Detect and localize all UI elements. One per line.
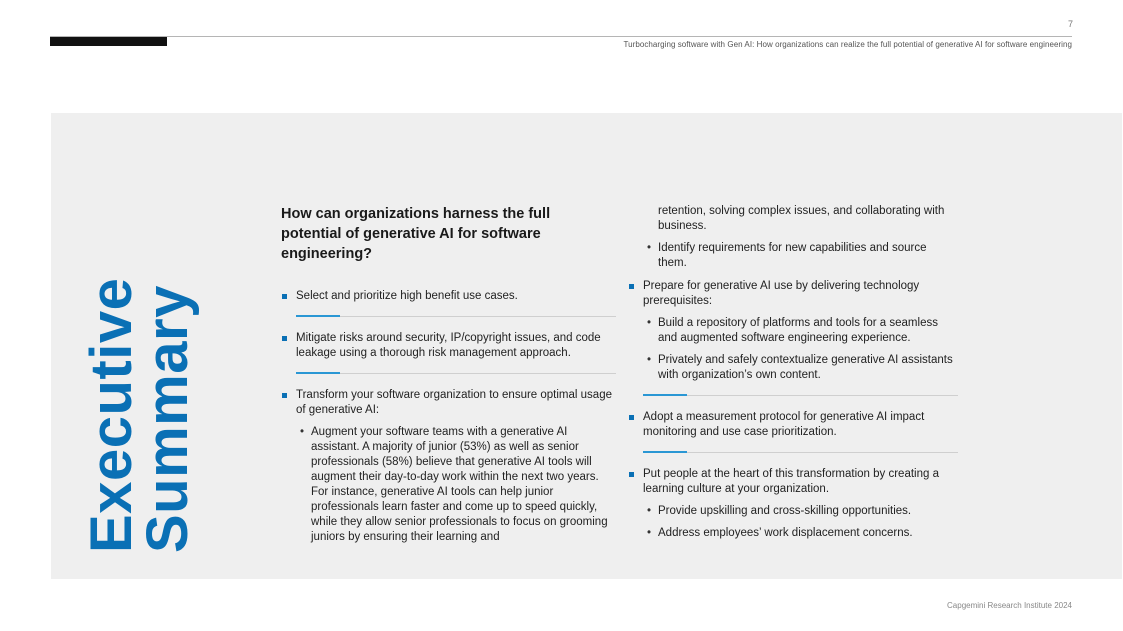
bullet-people: Put people at the heart of this transformation by creating a learning culture at your organization. [628, 467, 958, 497]
bullet-use-cases: Select and prioritize high benefit use cases. [281, 289, 616, 304]
sub-bullet-contextualize: • Privately and safely contextualize generative AI assistants with organization’s own content. [628, 353, 958, 383]
sub-bullet-augment: • Augment your software teams with a generative AI assistant. A majority of junior (53%) as well as senior professionals (58%) believe that generative AI tools will augment their day-to-day work within the next two years. For instance, generative AI tools can help junior professionals learn faster and come up to speed quickly, while they allow senior professionals to focus on grooming juniors by ensuring their learning and [281, 425, 616, 545]
separator [643, 452, 958, 453]
left-column [281, 204, 616, 545]
header-rule [50, 36, 1072, 37]
header-black-bar [50, 37, 167, 46]
page-number: 7 [1067, 19, 1073, 29]
bullet-measurement: Adopt a measurement protocol for generative AI impact monitoring and use case prioritization. [628, 410, 958, 440]
bullet-prepare: Prepare for generative AI use by delivering technology prerequisites: [628, 279, 958, 309]
footer-source: Capgemini Research Institute 2024 [947, 601, 1072, 610]
sub-bullet-displacement: • Address employees’ work displacement concerns. [628, 526, 958, 541]
section-question: How can organizations harness the full potential of generative AI for software engineering? [281, 206, 551, 262]
vertical-title [79, 277, 200, 553]
bullet-mitigate-risks: Mitigate risks around security, IP/copyright issues, and code leakage using a thorough risk management approach. [281, 331, 616, 361]
vertical-title-line1: Executive [79, 277, 144, 553]
sub-bullet-identify: • Identify requirements for new capabilities and source them. [628, 241, 958, 271]
separator [296, 316, 616, 317]
running-header: Turbocharging software with Gen AI: How organizations can realize the full potential of generative AI for software engineering [623, 40, 1072, 49]
continued-text: retention, solving complex issues, and collaborating with business. [658, 205, 945, 232]
sub-bullet-repository: • Build a repository of platforms and tools for a seamless and augmented software engineering experience. [628, 316, 958, 346]
separator [296, 373, 616, 374]
vertical-title-line2: Summary [135, 285, 200, 553]
separator [643, 395, 958, 396]
right-column [628, 204, 958, 541]
sub-bullet-upskilling: • Provide upskilling and cross-skilling opportunities. [628, 504, 958, 519]
bullet-transform: Transform your software organization to ensure optimal usage of generative AI: [281, 388, 616, 418]
